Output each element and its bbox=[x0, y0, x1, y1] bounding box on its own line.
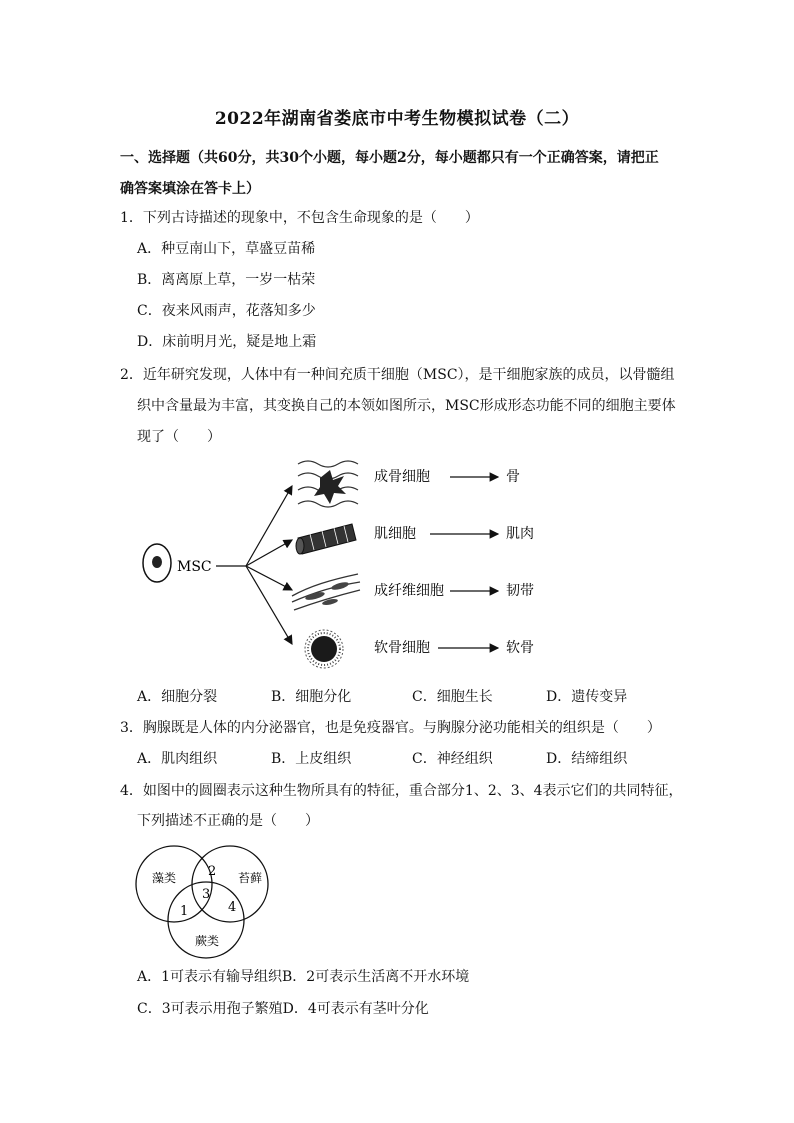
fig-row-4-cell: 软骨细胞 bbox=[374, 640, 430, 656]
venn-label-moss: 苔藓 bbox=[238, 871, 263, 885]
venn-diagram bbox=[132, 838, 292, 962]
q4-options-line2: C．3可表示用孢子繁殖D．4可表示有茎叶分化 bbox=[137, 1001, 429, 1017]
q1-option-c: C．夜来风雨声，花落知多少 bbox=[137, 303, 316, 319]
section-heading-line2: 确答案填涂在答卡上） bbox=[120, 181, 260, 197]
q2-option-a: A．细胞分裂 bbox=[137, 689, 218, 705]
venn-region-3: 3 bbox=[202, 887, 211, 902]
venn-label-fern: 蕨类 bbox=[195, 934, 220, 948]
q3-option-d: D．结缔组织 bbox=[546, 751, 628, 767]
msc-differentiation-figure bbox=[130, 450, 570, 680]
q2-stem-line3: 现了（ ） bbox=[137, 429, 221, 445]
q2-stem-line1: 2．近年研究发现，人体中有一种间充质干细胞（MSC），是干细胞家族的成员，以骨髓组 bbox=[120, 367, 675, 383]
q2-option-d: D．遗传变异 bbox=[546, 689, 628, 705]
fibroblast-cell-icon bbox=[292, 574, 360, 610]
fig-row-2-cell: 肌细胞 bbox=[374, 526, 416, 542]
q2-option-b: B．细胞分化 bbox=[271, 689, 352, 705]
venn-label-algae: 藻类 bbox=[152, 871, 177, 885]
muscle-cell-icon bbox=[296, 524, 356, 554]
msc-label: MSC bbox=[177, 559, 212, 575]
q4-stem-line2: 下列描述不正确的是（ ） bbox=[137, 813, 319, 829]
fig-row-4-result: 软骨 bbox=[506, 640, 534, 656]
q1-option-b: B．离离原上草，一岁一枯荣 bbox=[137, 272, 316, 288]
fig-row-3-cell: 成纤维细胞 bbox=[374, 583, 444, 599]
q1-stem: 1．下列古诗描述的现象中，不包含生命现象的是（ ） bbox=[120, 210, 479, 226]
fig-row-3-result: 韧带 bbox=[506, 583, 534, 599]
fig-row-2-result: 肌肉 bbox=[506, 526, 534, 542]
q4-options-line1: A．1可表示有输导组织B．2可表示生活离不开水环境 bbox=[137, 969, 470, 985]
osteoblast-cell-icon bbox=[298, 461, 358, 507]
page-title: 2022年湖南省娄底市中考生物模拟试卷（二） bbox=[214, 109, 580, 129]
q3-option-b: B．上皮组织 bbox=[271, 751, 352, 767]
q1-option-a: A．种豆南山下，草盛豆苗稀 bbox=[137, 241, 316, 257]
q3-option-c: C．神经组织 bbox=[412, 751, 493, 767]
q3-option-a: A．肌肉组织 bbox=[137, 751, 218, 767]
q1-option-d: D．床前明月光，疑是地上霜 bbox=[137, 334, 317, 350]
venn-region-4: 4 bbox=[228, 900, 237, 915]
section-heading-line1: 一、选择题（共60分，共30个小题，每小题2分，每小题都只有一个正确答案，请把正 bbox=[120, 150, 659, 166]
q4-stem-line1: 4．如图中的圆圈表示这种生物所具有的特征，重合部分1、2、3、4表示它们的共同特征， bbox=[120, 783, 683, 799]
q2-stem-line2: 织中含量最为丰富，其变换自己的本领如图所示，MSC形成形态功能不同的细胞主要体 bbox=[137, 398, 676, 414]
fig-row-1-cell: 成骨细胞 bbox=[374, 469, 430, 485]
venn-region-1: 1 bbox=[180, 904, 189, 919]
msc-cell-icon bbox=[143, 544, 171, 582]
fig-row-1-result: 骨 bbox=[506, 469, 520, 485]
venn-region-2: 2 bbox=[208, 864, 217, 879]
chondrocyte-cell-icon bbox=[305, 630, 343, 668]
q2-option-c: C．细胞生长 bbox=[412, 689, 493, 705]
q3-stem: 3．胸腺既是人体的内分泌器官，也是免疫器官。与胸腺分泌功能相关的组织是（ ） bbox=[120, 720, 661, 736]
